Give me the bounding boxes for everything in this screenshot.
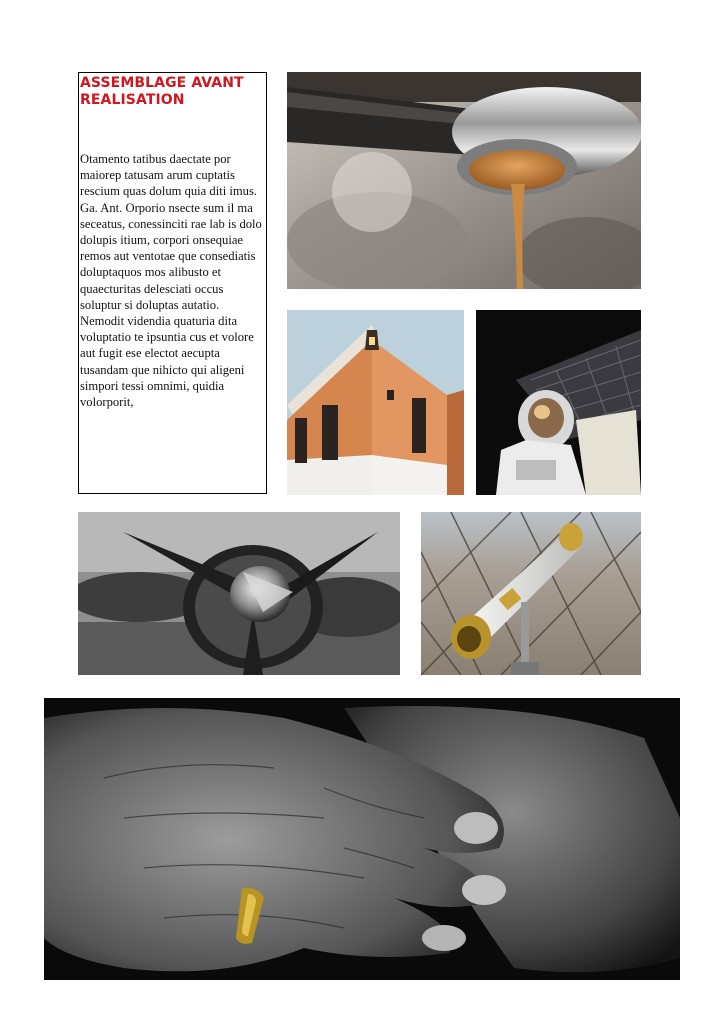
- article-text-box: [78, 72, 267, 494]
- hands-photo: [44, 698, 680, 980]
- article-body: [80, 151, 266, 410]
- article-title: ASSEMBLAGE AVANT REALISATION: [80, 75, 244, 108]
- propeller-photo: [78, 512, 400, 675]
- astronaut-photo: [476, 310, 641, 495]
- article-paragraph-2: Ga. Ant. Orporio nsecte sum il ma seceatus, conessinciti rae lab is dolo dolupis itium, corpori onsequiae remos aut ventotae que consediatis doluptaquos mos alibusto et quaecturitas delesciati occus soluptur si doluptas autatio. Nemodit videndia quaturia dita voluptatio te ipsuntia cus et volore aut fugit ese electot aecupta tusandam que nihicto qui aligeni simpori tessi omnimi, quidia volorporit,: [80, 200, 262, 410]
- article-paragraph-1: Otamento tatibus daectate por maiorep tatusam arum cuptatis rescium quas dolum quia diti imus.: [80, 152, 257, 199]
- telescope-photo: [421, 512, 641, 675]
- espresso-photo: [287, 72, 641, 289]
- building-photo: [287, 310, 464, 495]
